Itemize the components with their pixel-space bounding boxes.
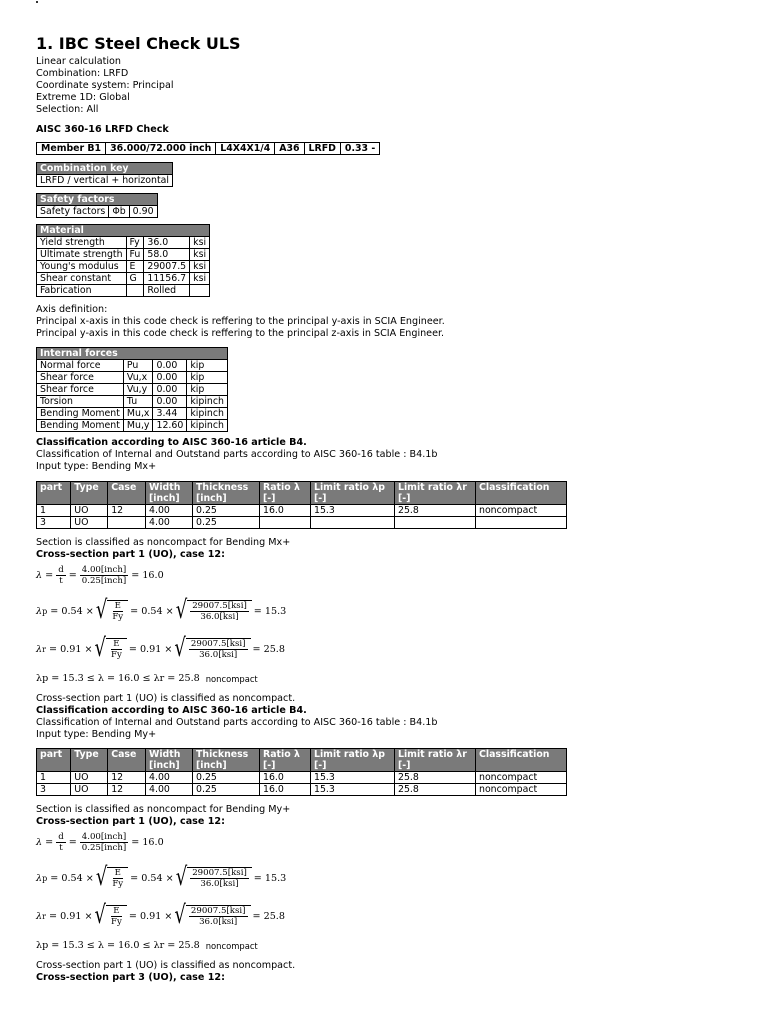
force-value: 12.60 [153,420,187,432]
cell: 16.0 [260,784,311,796]
cell: 15.3 [311,505,395,517]
lambda-r-formula: λ r = 0.91 × √ $\frac{E}{Fy}$ = 0.91 × √ $\frac{\text{29007.5[ksi]}}{\text{36.0[ksi]}}$ = 25.8 [36,633,285,663]
frac-den: 36.0[ksi] [200,612,239,622]
kp-value: 0.54 [141,605,163,617]
lambda-formula: λ = $\frac{d}{t}$ = $\frac{\text{4.00[inch]}}{\text{0.25[inch]}}$ = 16.0 [36,832,164,853]
kp-value: 0.54 [61,605,83,617]
material-value: Rolled [144,285,190,297]
table-row [37,772,567,784]
col-header: Width [inch] [146,749,193,772]
member-length: 36.000/72.000 inch [106,143,216,155]
force-value: 3.44 [153,408,187,420]
member-ratio: 0.33 - [340,143,379,155]
col-header: Type [71,482,108,505]
intro-line: Linear calculation [36,56,121,67]
force-symbol: Mu,y [123,420,153,432]
material-header: Material [37,225,210,237]
classification-intro-1 [36,437,437,473]
internal-forces-header: Internal forces [37,348,228,360]
intro-line: Selection: All [36,104,99,115]
col-header: Classification [476,482,567,505]
summary-label: noncompact [205,673,258,684]
cell: 0.25 [193,772,260,784]
force-symbol: Mu,x [123,408,153,420]
force-unit: kip [187,372,228,384]
frac-num: d [58,832,64,842]
cell: noncompact [476,505,567,517]
cell: 15.3 [311,784,395,796]
cell: 4.00 [146,772,193,784]
force-value: 0.00 [153,396,187,408]
lambda-value: 16.0 [142,570,164,581]
material-value: 11156.7 [144,273,190,285]
cell: 1 [37,505,71,517]
cell: 12 [108,772,146,784]
col-header: Thickness [inch] [193,482,260,505]
axis-definition [36,304,445,340]
material-unit: ksi [190,261,210,273]
cell: 12 [108,505,146,517]
force-value: 0.00 [153,372,187,384]
material-name: Young's modulus [37,261,127,273]
cell: noncompact [476,772,567,784]
part-title: Cross-section part 1 (UO), case 12: [36,816,225,827]
col-header: Case [108,482,146,505]
axis-line: Principal y-axis in this code check is reffering to the principal z-axis in SCIA Engineer. [36,328,445,339]
force-name: Normal force [37,360,124,372]
classified-text: Section is classified as noncompact for Bending My+ [36,804,291,815]
frac-num: E [113,639,120,649]
cell: 25.8 [395,505,476,517]
col-header: Case [108,749,146,772]
force-name: Torsion [37,396,124,408]
part-result: Cross-section part 1 (UO) is classified as noncompact. [36,960,296,971]
frac-num: 4.00[inch] [81,565,127,575]
cell: UO [71,784,108,796]
member-section: L4X4X1/4 [216,143,275,155]
col-header: part [37,482,71,505]
col-header: Limit ratio λp [-] [311,482,395,505]
material-value: 36.0 [144,237,190,249]
frac-den: 0.25[inch] [81,576,127,586]
force-symbol: Vu,x [123,372,153,384]
frac-num: E [114,601,121,611]
summary-formula [36,673,258,684]
frac-num: E [114,868,121,878]
cell: UO [71,505,108,517]
combination-key-table [36,162,173,187]
member-name: Member B1 [37,143,106,155]
part-result: Cross-section part 1 (UO) is classified as noncompact. [36,693,296,704]
force-unit: kipinch [187,408,228,420]
final-block [36,960,295,984]
frac-num: 4.00[inch] [81,832,127,842]
col-header: Width [inch] [146,482,193,505]
summary-label: noncompact [205,940,258,951]
frac-num: E [113,906,120,916]
col-header: part [37,749,71,772]
cell: 3 [37,517,71,529]
col-header: Classification [476,749,567,772]
frac-num: 29007.5[ksi] [190,639,246,649]
material-name: Ultimate strength [37,249,127,261]
kr-value: 0.91 [60,910,82,922]
frac-den: 0.25[inch] [81,843,127,853]
kr-value: 0.91 [60,643,82,655]
frac-num: 29007.5[ksi] [192,601,247,611]
material-symbol [126,285,144,297]
frac-den: Fy [112,879,124,889]
cell [476,517,567,529]
classification-table-2 [36,748,567,796]
cell: 25.8 [395,772,476,784]
material-unit: ksi [190,237,210,249]
frac-den: 36.0[ksi] [200,879,239,889]
frac-num: 29007.5[ksi] [190,906,246,916]
safety-factors-value: 0.90 [129,206,157,218]
kp-value: 0.54 [141,872,163,884]
classification-input: Input type: Bending My+ [36,729,157,740]
cell [311,517,395,529]
classification-table-1 [36,481,567,529]
cell: UO [71,772,108,784]
force-value: 0.00 [153,384,187,396]
material-symbol: Fu [126,249,144,261]
table-row [37,505,567,517]
material-name: Fabrication [37,285,127,297]
member-material: A36 [275,143,304,155]
force-name: Shear force [37,372,124,384]
classification-subtitle: Classification of Internal and Outstand parts according to AISC 360-16 table : B4.1b [36,449,438,460]
summary-text: λp = 15.3 ≤ λ = 16.0 ≤ λr = 25.8 [36,673,200,684]
lambda-value: 16.0 [142,837,164,848]
material-name: Yield strength [37,237,127,249]
classification-intro-2 [36,693,437,741]
cell: 4.00 [146,517,193,529]
classification-subtitle: Classification of Internal and Outstand parts according to AISC 360-16 table : B4.1b [36,717,438,728]
material-symbol: E [126,261,144,273]
cell: noncompact [476,784,567,796]
intro-line: Extreme 1D: Global [36,92,130,103]
material-symbol: G [126,273,144,285]
page-title: 1. IBC Steel Check ULS [36,34,241,53]
intro-line: Combination: LRFD [36,68,129,79]
cell: 1 [37,772,71,784]
material-unit: ksi [190,249,210,261]
frac-den: t [59,843,63,853]
col-header: Limit ratio λr [-] [395,482,476,505]
col-header: Ratio λ [-] [260,749,311,772]
cell: UO [71,517,108,529]
internal-forces-table [36,347,228,432]
force-unit: kip [187,360,228,372]
cell: 25.8 [395,784,476,796]
summary-formula [36,940,258,951]
frac-num: 29007.5[ksi] [192,868,247,878]
safety-factors-symbol: Φb [109,206,129,218]
kp-value: 0.54 [61,872,83,884]
force-name: Bending Moment [37,408,124,420]
col-header: Type [71,749,108,772]
force-name: Shear force [37,384,124,396]
force-unit: kipinch [187,420,228,432]
col-header: Limit ratio λp [-] [311,749,395,772]
frac-den: Fy [111,650,122,660]
table-row [37,784,567,796]
frac-den: 36.0[ksi] [199,917,238,927]
cell [260,517,311,529]
cell: 15.3 [311,772,395,784]
combination-key-header: Combination key [37,163,173,175]
summary-text: λp = 15.3 ≤ λ = 16.0 ≤ λr = 25.8 [36,940,200,951]
cell [395,517,476,529]
lr-value: 25.8 [263,910,285,922]
frac-den: 36.0[ksi] [199,650,238,660]
col-header: Ratio λ [-] [260,482,311,505]
cell: 4.00 [146,784,193,796]
material-symbol: Fy [126,237,144,249]
classified-block-1 [36,537,290,561]
member-method: LRFD [304,143,340,155]
cell [108,517,146,529]
lambda-p-formula: λ p = 0.54 × √ $\frac{E}{Fy}$ = 0.54 × √ $\frac{\text{29007.5[ksi]}}{\text{36.0[ksi]}}$ = 15.3 [36,595,287,625]
intro-block [36,56,174,116]
safety-factors-header: Safety factors [37,194,158,206]
lp-value: 15.3 [264,872,287,884]
safety-factors-table [36,193,158,218]
material-value: 29007.5 [144,261,190,273]
col-header: Limit ratio λr [-] [395,749,476,772]
cell: 0.25 [193,517,260,529]
intro-line: Coordinate system: Principal [36,80,174,91]
kr-value: 0.91 [139,643,162,655]
cell: 0.25 [193,505,260,517]
frac-den: Fy [111,917,122,927]
lambda-p-formula: λ p = 0.54 × √ $\frac{E}{Fy}$ = 0.54 × √ $\frac{\text{29007.5[ksi]}}{\text{36.0[ksi]}}$ = 15.3 [36,862,287,892]
safety-factors-label: Safety factors [37,206,109,218]
classification-input: Input type: Bending Mx+ [36,461,157,472]
lambda-r-formula: λ r = 0.91 × √ $\frac{E}{Fy}$ = 0.91 × √ $\frac{\text{29007.5[ksi]}}{\text{36.0[ksi]}}$ = 25.8 [36,900,285,930]
col-header: Thickness [inch] [193,749,260,772]
cell: 4.00 [146,505,193,517]
frac-den: Fy [112,612,124,622]
part-title: Cross-section part 1 (UO), case 12: [36,549,225,560]
classified-block-2 [36,804,290,828]
force-unit: kipinch [187,396,228,408]
cell: 0.25 [193,784,260,796]
force-symbol: Tu [123,396,153,408]
material-value: 58.0 [144,249,190,261]
classification-title: Classification according to AISC 360-16 article B4. [36,705,307,716]
axis-line: Axis definition: [36,304,108,315]
cell: 12 [108,784,146,796]
frac-num: d [58,565,64,575]
lr-value: 25.8 [263,643,285,655]
check-title: AISC 360-16 LRFD Check [36,124,169,135]
force-value: 0.00 [153,360,187,372]
force-name: Bending Moment [37,420,124,432]
lp-value: 15.3 [264,605,287,617]
table-row [37,517,567,529]
combination-key-value: LRFD / vertical + horizontal [37,175,173,187]
force-symbol: Vu,y [123,384,153,396]
page-corner-mark [36,1,38,3]
force-unit: kip [187,384,228,396]
material-name: Shear constant [37,273,127,285]
lambda-formula: λ = $\frac{d}{t}$ = $\frac{\text{4.00[inch]}}{\text{0.25[inch]}}$ = 16.0 [36,565,164,586]
cell: 16.0 [260,505,311,517]
force-symbol: Pu [123,360,153,372]
axis-line: Principal x-axis in this code check is reffering to the principal y-axis in SCIA Engineer. [36,316,445,327]
part-title: Cross-section part 3 (UO), case 12: [36,972,225,983]
cell: 16.0 [260,772,311,784]
member-table [36,142,380,155]
cell: 3 [37,784,71,796]
classified-text: Section is classified as noncompact for Bending Mx+ [36,537,291,548]
kr-value: 0.91 [139,910,162,922]
material-unit: ksi [190,273,210,285]
classification-title: Classification according to AISC 360-16 article B4. [36,437,307,448]
material-table [36,224,210,297]
material-unit [190,285,210,297]
frac-den: t [59,576,63,586]
